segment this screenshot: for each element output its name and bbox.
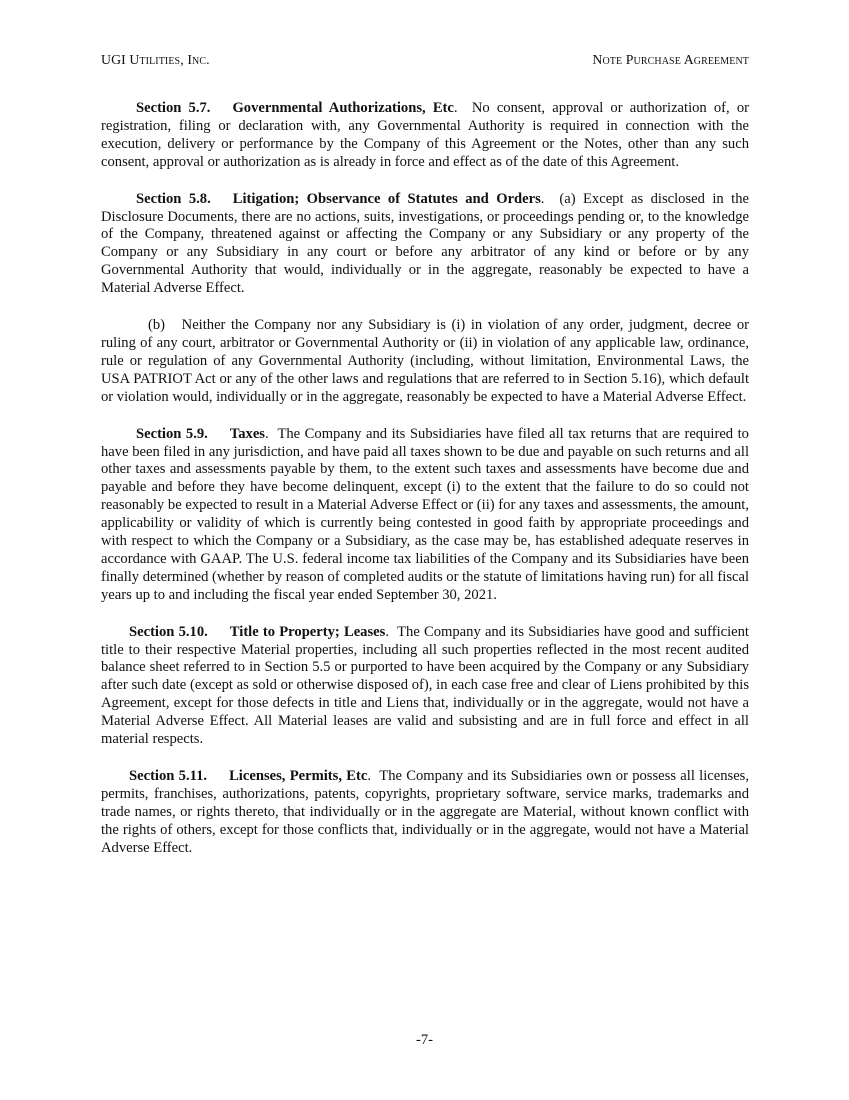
section-text: (a) Except as disclosed in the Disclosure Documents, there are no actions, suits, investigations, or proceedings pending or, to the knowledge of the Company, threatened against or affecting the Company or any Subsidiary or any property of the Company or any Subsidiary in any court or before any arbitrator of any kind or before or by any Governmental Authority that would, individually or in the aggregate, reasonably be expected to have a Material Adverse Effect. bbox=[101, 190, 749, 297]
section-text: No consent, approval or authorization of, or registration, filing or declaration with, any Governmental Authority is required in connection with the execution, delivery or performance by the Company of this Agreement or the Notes, other than any such consent, approval or authorization as is already in force and effect as of the date of this Agreement. bbox=[101, 100, 749, 170]
page-number: -7- bbox=[415, 1032, 434, 1048]
document-body bbox=[101, 100, 749, 877]
section-5-8-b bbox=[101, 317, 749, 407]
section-text: The Company and its Subsidiaries own or possess all licenses, permits, franchises, authorizations, patents, copyrights, proprietary software, service marks, trademarks and trade names, or rights thereto, that individually or in the aggregate are Material, without known conflict with the rights of others, except for those conflicts that, individually or in the aggregate, would not have a Material Adverse Effect. bbox=[101, 768, 750, 856]
section-number: Section 5.9. bbox=[136, 425, 208, 442]
section-number: Section 5.8. bbox=[136, 190, 211, 207]
section-title: Licenses, Permits, Etc bbox=[229, 768, 368, 784]
section-number: Section 5.10. bbox=[129, 623, 208, 640]
header-document-title: Note Purchase Agreement bbox=[592, 52, 749, 67]
header-company: UGI Utilities, Inc. bbox=[101, 52, 210, 67]
section-text: The Company and its Subsidiaries have good and sufficient title to their respective Material properties, including all such properties reflected in the most recent audited balance sheet referred to in Section 5.5 or purported to have been acquired by the Company or any Subsidiary after such date (except as sold or otherwise disposed of), in each case free and clear of Liens prohibited by this Agreement, except for those defects in title and Liens that, individually or in the aggregate, would not have a Material Adverse Effect. All Material leases are valid and subsisting and are in full force and effect in all material respects. bbox=[101, 623, 749, 748]
section-title: Title to Property; Leases bbox=[229, 623, 386, 640]
section-number: Section 5.7. bbox=[136, 100, 211, 116]
section-title: Governmental Authorizations, Etc bbox=[232, 100, 454, 116]
section-5-7: Section 5.7. Governmental Authorizations, Etc. No consent, approval or authorization of, or registration, filing or declaration with, any Governmental Authority is required in connection with the execution, delivery or performance by the Company of this Agreement or the Notes, other than any such consent, approval or authorization as is already in force and effect as of the date of this Agreement. bbox=[101, 100, 749, 170]
section-title: Litigation; Observance of Statutes and Orders bbox=[232, 190, 541, 207]
section-5-11: Section 5.11. Licenses, Permits, Etc. The Company and its Subsidiaries own or possess all licenses, permits, franchises, authorizations, patents, copyrights, proprietary software, service marks, trademarks and trade names, or rights thereto, that individually or in the aggregate are Material, without known conflict with the rights of others, except for those conflicts that, individually or in the aggregate, would not have a Material Adverse Effect. bbox=[101, 768, 750, 856]
section-text: The Company and its Subsidiaries have filed all tax returns that are required to have been filed in any jurisdiction, and have paid all taxes shown to be due and payable on such returns and all other taxes and assessments payable by them, to the extent such taxes and assessments have become due and payable and before they have become delinquent, except (i) to the extent that the failure to do so could not reasonably be expected to result in a Material Adverse Effect or (ii) for any taxes and assessments, the amount, applicability or validity of which is currently being contested in good faith by appropriate proceedings and with respect to which the Company or a Subsidiary, as the case may be, has established adequate reserves in accordance with GAAP. The U.S. federal income tax liabilities of the Company and its Subsidiaries have been finally determined (whether by reason of completed audits or the statute of limitations having run) for all fiscal years up to and including the fiscal year ended September 30, 2021. bbox=[101, 425, 750, 603]
section-title: Taxes bbox=[229, 425, 265, 442]
section-number: Section 5.11. bbox=[129, 768, 208, 784]
section-5-9: Section 5.9. Taxes. The Company and its Subsidiaries have filed all tax returns that are required to have been filed in any jurisdiction, and have paid all taxes shown to be due and payable on such returns and all other taxes and assessments payable by them, to the extent such taxes and assessments have become due and payable and before they have become delinquent, except (i) to the extent that the failure to do so could not reasonably be expected to result in a Material Adverse Effect or (ii) for any taxes and assessments, the amount, applicability or validity of which is currently being contested in good faith by appropriate proceedings and with respect to which the Company or a Subsidiary, as the case may be, has established adequate reserves in accordance with GAAP. The U.S. federal income tax liabilities of the Company and its Subsidiaries have been finally determined (whether by reason of completed audits or the statute of limitations having run) for all fiscal years up to and including the fiscal year ended September 30, 2021. bbox=[101, 425, 750, 603]
section-text: (b) Neither the Company nor any Subsidiary is (i) in violation of any order, judgment, decree or ruling of any court, arbitrator or Governmental Authority or (ii) in violation of any applicable law, ordinance, rule or regulation of any Governmental Authority (including, without limitation, Environmental Laws, the USA PATRIOT Act or any of the other laws and regulations that are referred to in Section 5.16), which default or violation would, individually or in the aggregate, reasonably be expected to have a Material Adverse Effect. bbox=[101, 317, 749, 405]
running-header bbox=[101, 52, 749, 68]
section-5-10: Section 5.10. Title to Property; Leases. The Company and its Subsidiaries have good and sufficient title to their respective Material properties, including all such properties reflected in the most recent audited balance sheet referred to in Section 5.5 or purported to have been acquired by the Company or any Subsidiary after such date (except as sold or otherwise disposed of), in each case free and clear of Liens prohibited by this Agreement, except for those defects in title and Liens that, individually or in the aggregate, would not have a Material Adverse Effect. All Material leases are valid and subsisting and are in full force and effect in all material respects. bbox=[101, 623, 749, 748]
section-5-8: Section 5.8. Litigation; Observance of Statutes and Orders. (a) Except as disclosed in the Disclosure Documents, there are no actions, suits, investigations, or proceedings pending or, to the knowledge of the Company, threatened against or affecting the Company or any Subsidiary or any property of the Company or any Subsidiary in any court or before any arbitrator of any kind or before or by any Governmental Authority that would, individually or in the aggregate, reasonably be expected to have a Material Adverse Effect. bbox=[101, 190, 749, 297]
